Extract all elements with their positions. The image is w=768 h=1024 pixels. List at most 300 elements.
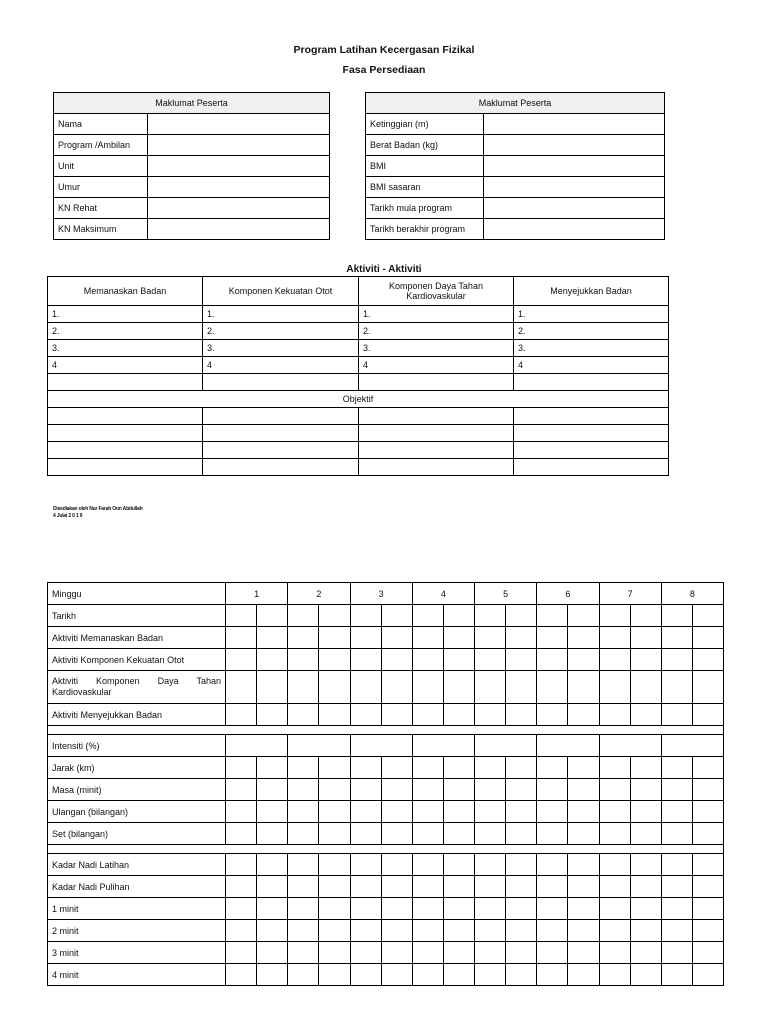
info-row: Nama bbox=[54, 114, 330, 135]
week-cell[interactable] bbox=[381, 627, 412, 649]
week-cell[interactable] bbox=[350, 854, 381, 876]
week-cell[interactable] bbox=[599, 942, 630, 964]
week-cell[interactable] bbox=[226, 779, 257, 801]
week-cell[interactable] bbox=[412, 823, 443, 845]
week-cell[interactable] bbox=[568, 876, 599, 898]
activity-row: 4 4 4 4 bbox=[48, 357, 669, 374]
row-label: Aktiviti Komponen Daya Tahan Kardiovaskular bbox=[48, 671, 226, 704]
week-cell[interactable] bbox=[599, 823, 630, 845]
week-cell[interactable] bbox=[599, 735, 661, 757]
week-cell[interactable] bbox=[537, 649, 568, 671]
week-cell[interactable] bbox=[475, 757, 506, 779]
week-cell[interactable] bbox=[381, 801, 412, 823]
week-cell[interactable] bbox=[226, 704, 257, 726]
week-cell[interactable] bbox=[381, 823, 412, 845]
week-cell[interactable] bbox=[568, 605, 599, 627]
week-cell[interactable] bbox=[630, 671, 661, 704]
week-cell[interactable] bbox=[599, 757, 630, 779]
week-cell[interactable] bbox=[226, 671, 257, 704]
week-cell[interactable] bbox=[692, 801, 723, 823]
week-cell[interactable] bbox=[506, 649, 537, 671]
week-cell[interactable] bbox=[692, 605, 723, 627]
row-label: Ulangan (bilangan) bbox=[48, 801, 226, 823]
spacer-row bbox=[48, 845, 724, 854]
week-cell[interactable] bbox=[381, 876, 412, 898]
week-cell[interactable] bbox=[412, 942, 443, 964]
week-cell[interactable] bbox=[506, 823, 537, 845]
week-cell[interactable] bbox=[630, 704, 661, 726]
week-cell[interactable] bbox=[506, 801, 537, 823]
week-cell[interactable] bbox=[257, 671, 288, 704]
week-cell[interactable] bbox=[226, 757, 257, 779]
week-cell[interactable] bbox=[506, 757, 537, 779]
week-cell[interactable] bbox=[226, 854, 257, 876]
week-cell[interactable] bbox=[692, 876, 723, 898]
week-cell[interactable] bbox=[475, 898, 506, 920]
week-cell[interactable] bbox=[443, 671, 474, 704]
week-cell[interactable] bbox=[506, 942, 537, 964]
week-cell[interactable] bbox=[226, 942, 257, 964]
info-row: Tarikh mula program bbox=[366, 198, 665, 219]
week-cell[interactable] bbox=[443, 605, 474, 627]
week-cell[interactable] bbox=[537, 671, 568, 704]
week-cell[interactable] bbox=[568, 779, 599, 801]
page-subtitle: Fasa Persediaan bbox=[342, 64, 426, 76]
week-cell[interactable] bbox=[443, 801, 474, 823]
week-cell[interactable] bbox=[506, 854, 537, 876]
week-cell[interactable] bbox=[350, 964, 381, 986]
week-cell[interactable] bbox=[443, 757, 474, 779]
week-cell[interactable] bbox=[257, 964, 288, 986]
week-label: Minggu bbox=[48, 583, 226, 605]
week-cell[interactable] bbox=[319, 671, 350, 704]
week-cell[interactable] bbox=[412, 605, 443, 627]
info-value-cell[interactable] bbox=[148, 135, 330, 156]
week-cell[interactable] bbox=[661, 779, 692, 801]
week-cell[interactable] bbox=[475, 854, 506, 876]
week-cell[interactable] bbox=[226, 964, 257, 986]
week-cell[interactable] bbox=[568, 757, 599, 779]
week-cell[interactable] bbox=[537, 801, 568, 823]
week-cell[interactable] bbox=[319, 627, 350, 649]
week-row bbox=[48, 757, 724, 779]
row-label: 3 minit bbox=[48, 942, 226, 964]
week-cell[interactable] bbox=[319, 649, 350, 671]
week-cell[interactable] bbox=[381, 964, 412, 986]
week-cell[interactable] bbox=[257, 627, 288, 649]
participant-info-table-left bbox=[53, 92, 330, 240]
week-cell[interactable] bbox=[443, 942, 474, 964]
info-row: KN Rehat bbox=[54, 198, 330, 219]
row-label: 4 minit bbox=[48, 964, 226, 986]
info-row: KN Maksimum bbox=[54, 219, 330, 240]
info-value-cell[interactable] bbox=[484, 135, 665, 156]
info-row: Unit bbox=[54, 156, 330, 177]
info-value-cell[interactable] bbox=[484, 156, 665, 177]
week-cell[interactable] bbox=[257, 757, 288, 779]
week-cell[interactable] bbox=[412, 757, 443, 779]
week-cell[interactable] bbox=[537, 779, 568, 801]
week-cell[interactable] bbox=[568, 920, 599, 942]
week-cell[interactable] bbox=[537, 627, 568, 649]
week-cell[interactable] bbox=[226, 735, 288, 757]
week-cell[interactable] bbox=[599, 898, 630, 920]
week-cell[interactable] bbox=[412, 801, 443, 823]
week-cell[interactable] bbox=[350, 942, 381, 964]
week-cell[interactable] bbox=[599, 627, 630, 649]
week-cell[interactable] bbox=[381, 854, 412, 876]
week-cell[interactable] bbox=[350, 735, 412, 757]
week-cell[interactable] bbox=[288, 942, 319, 964]
week-cell[interactable] bbox=[630, 801, 661, 823]
week-cell[interactable] bbox=[381, 671, 412, 704]
week-cell[interactable] bbox=[226, 605, 257, 627]
week-cell[interactable] bbox=[661, 649, 692, 671]
week-cell[interactable] bbox=[692, 942, 723, 964]
week-cell[interactable] bbox=[568, 671, 599, 704]
week-cell[interactable] bbox=[288, 964, 319, 986]
week-cell[interactable] bbox=[257, 801, 288, 823]
week-cell[interactable] bbox=[661, 671, 692, 704]
week-cell[interactable] bbox=[319, 898, 350, 920]
week-cell[interactable] bbox=[475, 801, 506, 823]
objective-row bbox=[48, 408, 669, 425]
week-cell[interactable] bbox=[257, 854, 288, 876]
week-cell[interactable] bbox=[226, 649, 257, 671]
page-title: Program Latihan Kecergasan Fizikal bbox=[293, 44, 475, 56]
week-cell[interactable] bbox=[257, 920, 288, 942]
week-cell[interactable] bbox=[443, 964, 474, 986]
week-cell[interactable] bbox=[475, 876, 506, 898]
week-cell[interactable] bbox=[568, 854, 599, 876]
week-cell[interactable] bbox=[443, 898, 474, 920]
week-cell[interactable] bbox=[599, 801, 630, 823]
objective-row bbox=[48, 425, 669, 442]
week-cell[interactable] bbox=[506, 704, 537, 726]
info-value-cell[interactable] bbox=[148, 156, 330, 177]
week-cell[interactable] bbox=[692, 649, 723, 671]
info-value-cell[interactable] bbox=[484, 198, 665, 219]
week-row bbox=[48, 920, 724, 942]
week-cell[interactable] bbox=[630, 779, 661, 801]
week-cell[interactable] bbox=[381, 920, 412, 942]
week-cell[interactable] bbox=[537, 920, 568, 942]
week-cell[interactable] bbox=[381, 649, 412, 671]
week-cell[interactable] bbox=[412, 627, 443, 649]
week-cell[interactable] bbox=[475, 964, 506, 986]
week-cell[interactable] bbox=[412, 735, 474, 757]
row-label: Aktiviti Memanaskan Badan bbox=[48, 627, 226, 649]
week-cell[interactable] bbox=[630, 942, 661, 964]
week-cell[interactable] bbox=[692, 898, 723, 920]
week-cell[interactable] bbox=[226, 920, 257, 942]
week-cell[interactable] bbox=[568, 627, 599, 649]
week-cell[interactable] bbox=[537, 735, 599, 757]
row-label: Tarikh bbox=[48, 605, 226, 627]
week-cell[interactable] bbox=[443, 920, 474, 942]
week-cell[interactable] bbox=[226, 823, 257, 845]
week-cell[interactable] bbox=[412, 671, 443, 704]
week-cell[interactable] bbox=[226, 876, 257, 898]
week-cell[interactable] bbox=[288, 854, 319, 876]
week-cell[interactable] bbox=[350, 898, 381, 920]
week-cell[interactable] bbox=[475, 779, 506, 801]
info-value-cell[interactable] bbox=[484, 114, 665, 135]
week-cell[interactable] bbox=[568, 898, 599, 920]
week-cell[interactable] bbox=[475, 627, 506, 649]
week-cell[interactable] bbox=[443, 627, 474, 649]
week-cell[interactable] bbox=[288, 801, 319, 823]
week-row bbox=[48, 671, 724, 704]
col-header-strength: Komponen Kekuatan Otot bbox=[203, 277, 359, 306]
week-cell[interactable] bbox=[692, 627, 723, 649]
week-cell[interactable] bbox=[568, 942, 599, 964]
col-header-cooldown: Menyejukkan Badan bbox=[514, 277, 669, 306]
info-value-cell[interactable] bbox=[148, 219, 330, 240]
week-cell[interactable] bbox=[475, 823, 506, 845]
row-label: Aktiviti Menyejukkan Badan bbox=[48, 704, 226, 726]
week-cell[interactable] bbox=[288, 605, 319, 627]
week-cell[interactable] bbox=[381, 704, 412, 726]
week-cell[interactable] bbox=[661, 823, 692, 845]
week-cell[interactable] bbox=[319, 942, 350, 964]
week-cell[interactable] bbox=[475, 942, 506, 964]
week-cell[interactable] bbox=[257, 942, 288, 964]
week-cell[interactable] bbox=[319, 779, 350, 801]
week-cell[interactable] bbox=[257, 898, 288, 920]
week-cell[interactable] bbox=[443, 779, 474, 801]
week-cell[interactable] bbox=[412, 854, 443, 876]
week-cell[interactable] bbox=[475, 920, 506, 942]
week-cell[interactable] bbox=[661, 964, 692, 986]
week-cell[interactable] bbox=[661, 920, 692, 942]
week-row bbox=[48, 854, 724, 876]
intensity-row bbox=[48, 735, 724, 757]
week-cell[interactable] bbox=[506, 876, 537, 898]
week-cell[interactable] bbox=[288, 779, 319, 801]
week-cell[interactable] bbox=[475, 671, 506, 704]
week-cell[interactable] bbox=[288, 627, 319, 649]
week-cell[interactable] bbox=[475, 704, 506, 726]
week-cell[interactable] bbox=[257, 649, 288, 671]
week-cell[interactable] bbox=[692, 854, 723, 876]
week-cell[interactable] bbox=[412, 898, 443, 920]
activity-row-blank bbox=[48, 374, 669, 391]
week-cell[interactable] bbox=[350, 605, 381, 627]
week-cell[interactable] bbox=[661, 876, 692, 898]
week-cell[interactable] bbox=[443, 823, 474, 845]
week-cell[interactable] bbox=[568, 649, 599, 671]
week-cell[interactable] bbox=[350, 671, 381, 704]
week-cell[interactable] bbox=[568, 704, 599, 726]
week-cell[interactable] bbox=[350, 779, 381, 801]
week-cell[interactable] bbox=[506, 627, 537, 649]
week-cell[interactable] bbox=[537, 898, 568, 920]
week-cell[interactable] bbox=[475, 649, 506, 671]
week-cell[interactable] bbox=[257, 823, 288, 845]
week-cell[interactable] bbox=[319, 757, 350, 779]
week-cell[interactable] bbox=[537, 605, 568, 627]
week-cell[interactable] bbox=[661, 704, 692, 726]
week-row bbox=[48, 704, 724, 726]
week-cell[interactable] bbox=[692, 920, 723, 942]
week-cell[interactable] bbox=[319, 854, 350, 876]
week-cell[interactable] bbox=[537, 942, 568, 964]
week-cell[interactable] bbox=[319, 605, 350, 627]
info-value-cell[interactable] bbox=[484, 219, 665, 240]
info-value-cell[interactable] bbox=[148, 198, 330, 219]
week-cell[interactable] bbox=[350, 920, 381, 942]
week-cell[interactable] bbox=[661, 627, 692, 649]
week-cell[interactable] bbox=[475, 605, 506, 627]
week-cell[interactable] bbox=[381, 605, 412, 627]
week-cell[interactable] bbox=[692, 671, 723, 704]
week-cell[interactable] bbox=[319, 920, 350, 942]
week-cell[interactable] bbox=[630, 649, 661, 671]
week-cell[interactable] bbox=[506, 671, 537, 704]
week-cell[interactable] bbox=[506, 605, 537, 627]
week-cell[interactable] bbox=[350, 649, 381, 671]
week-cell[interactable] bbox=[692, 757, 723, 779]
participant-info-table-right bbox=[365, 92, 665, 240]
activities-title: Aktiviti - Aktiviti bbox=[346, 264, 422, 275]
week-cell[interactable] bbox=[630, 898, 661, 920]
week-row bbox=[48, 649, 724, 671]
info-row: BMI sasaran bbox=[366, 177, 665, 198]
week-number: 2 bbox=[288, 583, 350, 605]
week-cell[interactable] bbox=[537, 757, 568, 779]
week-cell[interactable] bbox=[599, 779, 630, 801]
row-label: Intensiti (%) bbox=[48, 735, 226, 757]
week-cell[interactable] bbox=[630, 627, 661, 649]
week-cell[interactable] bbox=[412, 964, 443, 986]
week-cell[interactable] bbox=[661, 605, 692, 627]
week-cell[interactable] bbox=[692, 704, 723, 726]
week-cell[interactable] bbox=[568, 964, 599, 986]
week-cell[interactable] bbox=[661, 854, 692, 876]
week-cell[interactable] bbox=[475, 735, 537, 757]
week-cell[interactable] bbox=[599, 671, 630, 704]
week-cell[interactable] bbox=[288, 704, 319, 726]
week-cell[interactable] bbox=[599, 964, 630, 986]
week-cell[interactable] bbox=[568, 801, 599, 823]
info-value-cell[interactable] bbox=[148, 114, 330, 135]
week-cell[interactable] bbox=[319, 801, 350, 823]
week-cell[interactable] bbox=[257, 876, 288, 898]
week-cell[interactable] bbox=[350, 876, 381, 898]
week-cell[interactable] bbox=[661, 735, 723, 757]
week-cell[interactable] bbox=[537, 704, 568, 726]
info-row: BMI bbox=[366, 156, 665, 177]
week-cell[interactable] bbox=[288, 823, 319, 845]
week-cell[interactable] bbox=[319, 964, 350, 986]
week-cell[interactable] bbox=[630, 964, 661, 986]
week-cell[interactable] bbox=[350, 627, 381, 649]
week-cell[interactable] bbox=[661, 898, 692, 920]
week-cell[interactable] bbox=[661, 801, 692, 823]
week-cell[interactable] bbox=[599, 876, 630, 898]
week-cell[interactable] bbox=[661, 757, 692, 779]
week-cell[interactable] bbox=[506, 898, 537, 920]
week-cell[interactable] bbox=[381, 757, 412, 779]
week-cell[interactable] bbox=[412, 704, 443, 726]
week-cell[interactable] bbox=[443, 876, 474, 898]
week-cell[interactable] bbox=[506, 964, 537, 986]
week-cell[interactable] bbox=[506, 779, 537, 801]
week-cell[interactable] bbox=[288, 876, 319, 898]
info-value-cell[interactable] bbox=[484, 177, 665, 198]
week-cell[interactable] bbox=[630, 605, 661, 627]
week-cell[interactable] bbox=[288, 671, 319, 704]
week-cell[interactable] bbox=[661, 942, 692, 964]
week-cell[interactable] bbox=[599, 704, 630, 726]
week-cell[interactable] bbox=[630, 854, 661, 876]
week-cell[interactable] bbox=[257, 779, 288, 801]
week-cell[interactable] bbox=[288, 735, 350, 757]
week-cell[interactable] bbox=[319, 704, 350, 726]
week-cell[interactable] bbox=[412, 876, 443, 898]
week-cell[interactable] bbox=[537, 964, 568, 986]
week-cell[interactable] bbox=[599, 920, 630, 942]
week-cell[interactable] bbox=[226, 627, 257, 649]
week-cell[interactable] bbox=[412, 920, 443, 942]
activity-row: 3. 3. 3. 3. bbox=[48, 340, 669, 357]
week-cell[interactable] bbox=[443, 704, 474, 726]
week-cell[interactable] bbox=[630, 876, 661, 898]
info-right-heading: Maklumat Peserta bbox=[366, 93, 665, 114]
week-cell[interactable] bbox=[537, 823, 568, 845]
week-cell[interactable] bbox=[443, 649, 474, 671]
week-cell[interactable] bbox=[350, 823, 381, 845]
week-cell[interactable] bbox=[381, 779, 412, 801]
week-cell[interactable] bbox=[599, 605, 630, 627]
week-cell[interactable] bbox=[288, 920, 319, 942]
week-cell[interactable] bbox=[288, 757, 319, 779]
week-cell[interactable] bbox=[381, 942, 412, 964]
week-cell[interactable] bbox=[319, 876, 350, 898]
week-cell[interactable] bbox=[257, 605, 288, 627]
week-cell[interactable] bbox=[630, 757, 661, 779]
week-cell[interactable] bbox=[412, 649, 443, 671]
info-value-cell[interactable] bbox=[148, 177, 330, 198]
week-cell[interactable] bbox=[350, 704, 381, 726]
week-cell[interactable] bbox=[226, 801, 257, 823]
week-cell[interactable] bbox=[226, 898, 257, 920]
week-cell[interactable] bbox=[599, 854, 630, 876]
week-cell[interactable] bbox=[506, 920, 537, 942]
week-cell[interactable] bbox=[537, 876, 568, 898]
week-cell[interactable] bbox=[443, 854, 474, 876]
week-cell[interactable] bbox=[319, 823, 350, 845]
week-cell[interactable] bbox=[537, 854, 568, 876]
activities-table bbox=[47, 276, 669, 476]
week-cell[interactable] bbox=[350, 757, 381, 779]
week-cell[interactable] bbox=[692, 779, 723, 801]
week-cell[interactable] bbox=[412, 779, 443, 801]
week-cell[interactable] bbox=[568, 823, 599, 845]
week-cell[interactable] bbox=[257, 704, 288, 726]
week-cell[interactable] bbox=[630, 823, 661, 845]
week-cell[interactable] bbox=[381, 898, 412, 920]
week-cell[interactable] bbox=[288, 649, 319, 671]
week-cell[interactable] bbox=[692, 964, 723, 986]
week-cell[interactable] bbox=[692, 823, 723, 845]
week-cell[interactable] bbox=[630, 920, 661, 942]
week-cell[interactable] bbox=[350, 801, 381, 823]
week-cell[interactable] bbox=[288, 898, 319, 920]
week-cell[interactable] bbox=[599, 649, 630, 671]
col-header-cardio: Komponen Daya Tahan Kardiovaskular bbox=[359, 277, 514, 306]
